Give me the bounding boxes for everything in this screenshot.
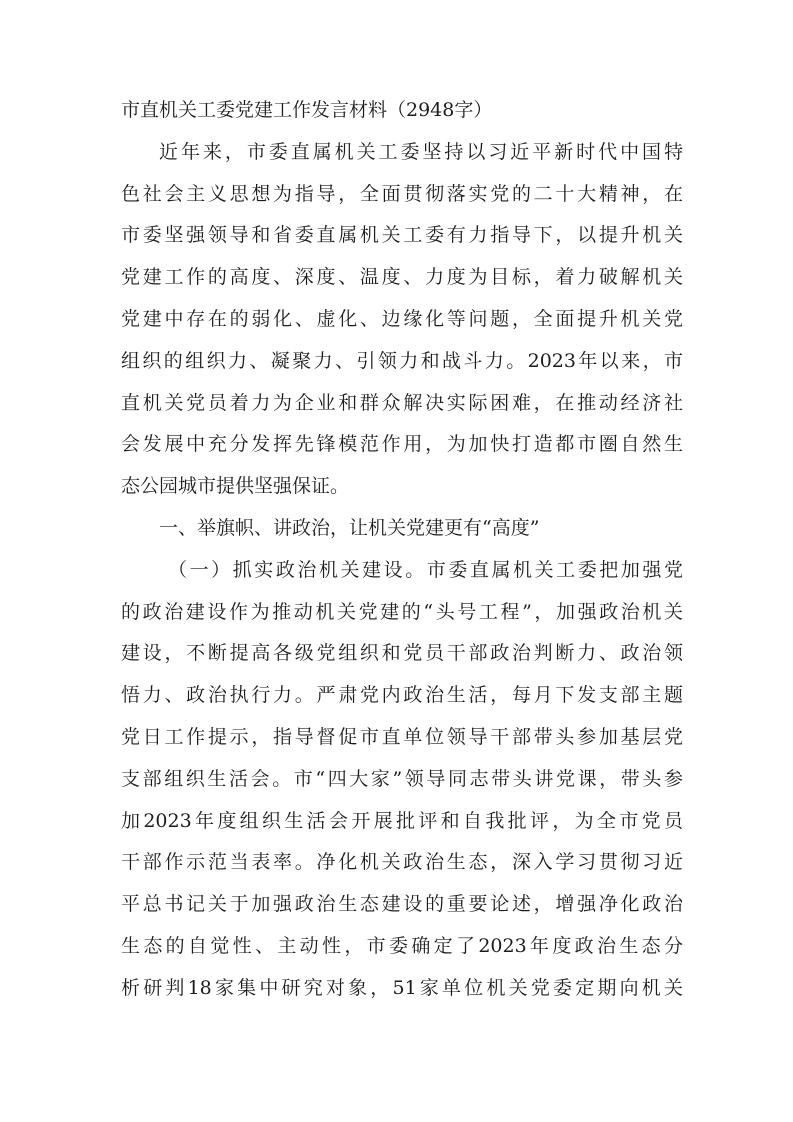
paragraph-line: 直机关党员着力为企业和群众解决实际困难，在推动经济社 bbox=[121, 391, 683, 414]
document-title: 市直机关工委党建工作发言材料（2948字） bbox=[121, 99, 493, 121]
paragraph-line: 的政治建设作为推动机关党建的“头号工程”，加强政治机关 bbox=[121, 600, 683, 623]
paragraph-line: 态公园城市提供坚强保证。 bbox=[121, 475, 350, 498]
paragraph-line: 生态的自觉性、主动性，市委确定了2023年度政治生态分 bbox=[121, 934, 683, 957]
paragraph-line: 支部组织生活会。市“四大家”领导同志带头讲党课，带头参 bbox=[121, 767, 683, 790]
paragraph-line: 建设，不断提高各级党组织和党员干部政治判断力、政治领 bbox=[121, 642, 683, 665]
paragraph-line: 党日工作提示，指导督促市直单位领导干部带头参加基层党 bbox=[121, 725, 683, 748]
paragraph-line: 党建中存在的弱化、虚化、边缘化等问题，全面提升机关党 bbox=[121, 307, 683, 330]
paragraph-line: 加2023年度组织生活会开展批评和自我批评，为全市党员 bbox=[121, 809, 683, 832]
paragraph-line: 平总书记关于加强政治生态建设的重要论述，增强净化政治 bbox=[121, 893, 683, 916]
paragraph-line: 色社会主义思想为指导，全面贯彻落实党的二十大精神，在 bbox=[121, 182, 683, 205]
paragraph-line: 悟力、政治执行力。严肃党内政治生活，每月下发支部主题 bbox=[121, 684, 683, 707]
document-body bbox=[121, 90, 683, 1010]
paragraph-line: 党建工作的高度、深度、温度、力度为目标，着力破解机关 bbox=[121, 266, 683, 289]
paragraph-line: 近年来，市委直属机关工委坚持以习近平新时代中国特 bbox=[159, 140, 683, 163]
paragraph-line: 干部作示范当表率。净化机关政治生态，深入学习贯彻习近 bbox=[121, 851, 683, 874]
paragraph-line: 析研判18家集中研究对象，51家单位机关党委定期向机关 bbox=[121, 976, 683, 999]
paragraph-line: 市委坚强领导和省委直属机关工委有力指导下，以提升机关 bbox=[121, 224, 683, 247]
paragraph-line: 组织的组织力、凝聚力、引领力和战斗力。2023年以来，市 bbox=[121, 349, 683, 372]
paragraph-line: 会发展中充分发挥先锋模范作用，为加快打造都市圈自然生 bbox=[121, 433, 683, 456]
paragraph-line: （一）抓实政治机关建设。市委直属机关工委把加强党 bbox=[168, 558, 683, 581]
section-heading: 一、举旗帜、讲政治，让机关党建更有“高度” bbox=[159, 516, 540, 539]
